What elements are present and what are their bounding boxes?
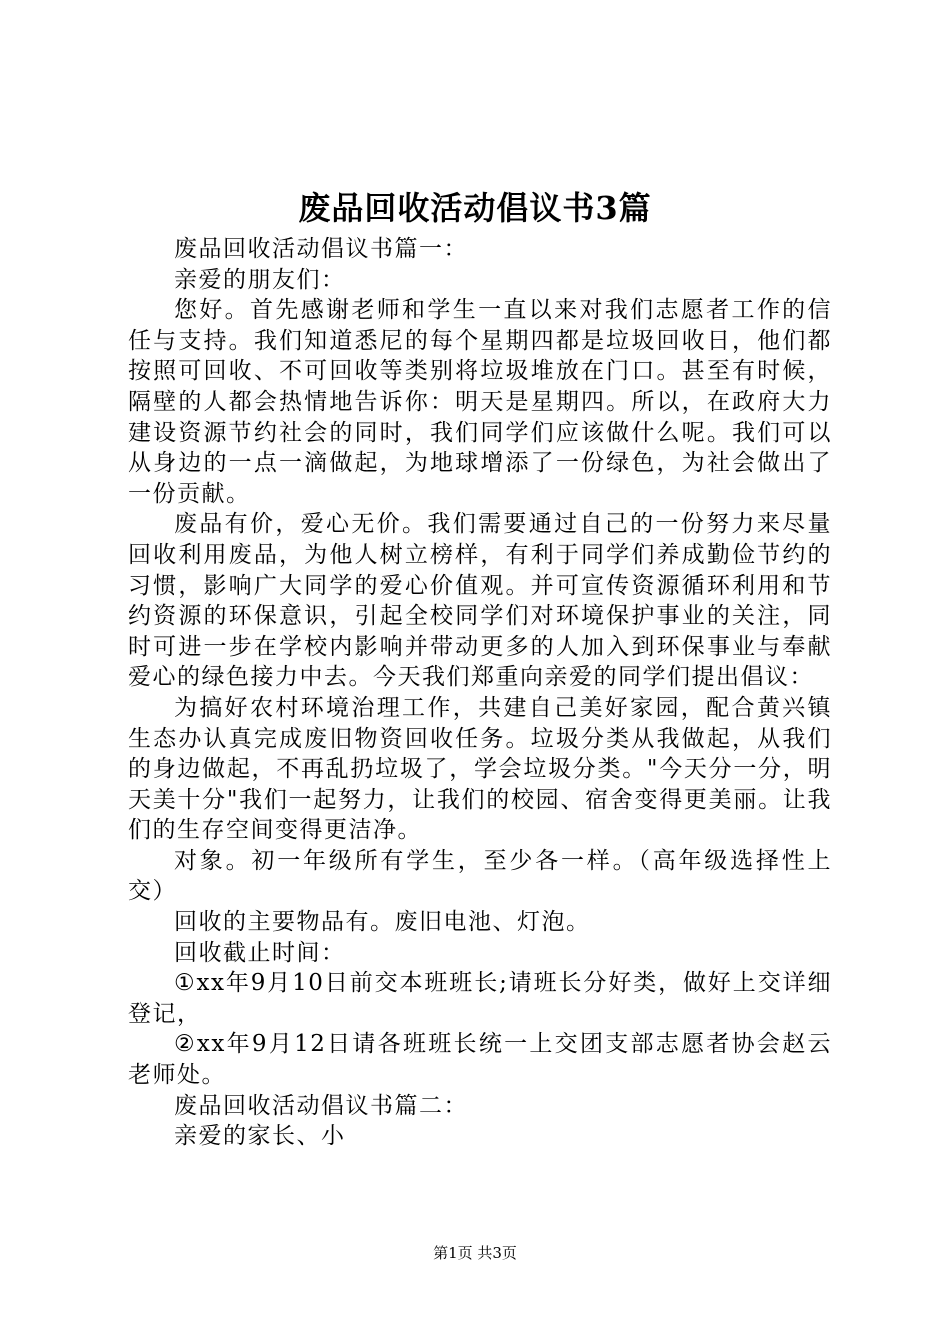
- paragraph-initiative: 为搞好农村环境治理工作，共建自己美好家园，配合黄兴镇生态办认真完成废旧物资回收任务。垃圾分类从我做起，从我们的身边做起，不再乱扔垃圾了，学会垃圾分类。"今天分一分，明天美十分"我们一起努力，让我们的校园、宿舍变得更美丽。让我们的生存空间变得更洁净。: [128, 694, 832, 844]
- paragraph-greeting: 您好。首先感谢老师和学生一直以来对我们志愿者工作的信任与支持。我们知道悉尼的每个星期四都是垃圾回收日，他们都按照可回收、不可回收等类别将垃圾堆放在门口。甚至有时候，隔壁的人都会热情地告诉你：明天是星期四。所以，在政府大力建设资源节约社会的同时，我们同学们应该做什么呢。我们可以从身边的一点一滴做起，为地球增添了一份绿色，为社会做出了一份贡献。: [128, 297, 832, 507]
- paragraph-deadline-heading: 回收截止时间：: [174, 939, 346, 966]
- paragraph-deadline-one: ①xx年9月10日前交本班班长;请班长分好类，做好上交详细登记，: [128, 970, 832, 1027]
- section-heading-one: 废品回收活动倡议书篇一：: [174, 236, 468, 262]
- document-title: 废品回收活动倡议书3篇: [298, 189, 652, 227]
- salutation-friends: 亲爱的朋友们：: [174, 266, 346, 293]
- paragraph-value: 废品有价，爱心无价。我们需要通过自己的一份努力来尽量回收利用废品，为他人树立榜样，有利于同学们养成勤俭节约的习惯，影响广大同学的爱心价值观。并可宣传资源循环利用和节约资源的环保意识，引起全校同学们对环境保护事业的关注，同时可进一步在学校内影响并带动更多的人加入到环保事业与奉献爱心的绿色接力中去。今天我们郑重向亲爱的同学们提出倡议：: [128, 511, 832, 691]
- paragraph-items: 回收的主要物品有。废旧电池、灯泡。: [174, 909, 591, 936]
- paragraph-target: 对象。初一年级所有学生，至少各一样。（高年级选择性上交）: [128, 847, 832, 905]
- salutation-parents: 亲爱的家长、小: [174, 1123, 346, 1150]
- document-body: [128, 234, 832, 1152]
- section-heading-two: 废品回收活动倡议书篇二：: [174, 1092, 468, 1119]
- page-footer: 第1页 共3页: [433, 1244, 517, 1262]
- paragraph-deadline-two: ②xx年9月12日请各班班长统一上交团支部志愿者协会赵云老师处。: [128, 1031, 832, 1089]
